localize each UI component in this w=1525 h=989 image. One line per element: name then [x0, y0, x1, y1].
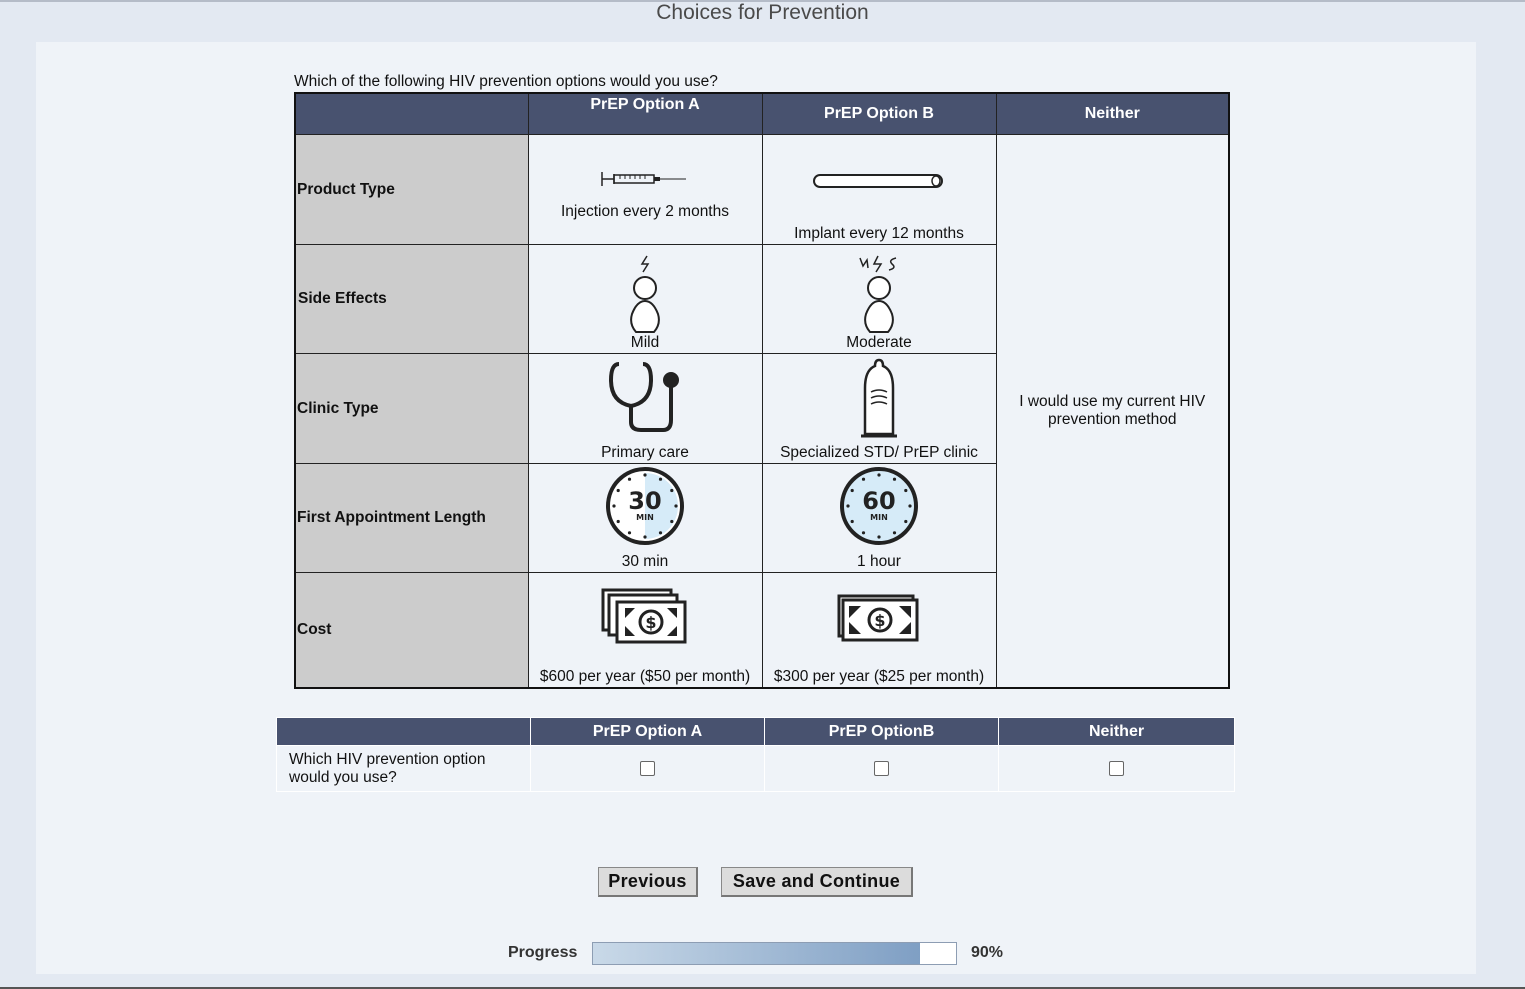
- neither-checkbox-cell: [999, 746, 1235, 792]
- clock-a-unit: MIN: [636, 513, 654, 522]
- progress-bar: [592, 942, 957, 965]
- condom-icon: [859, 358, 899, 442]
- option-a-checkbox-cell: [531, 746, 765, 792]
- choice-header-option-a: PrEP Option A: [528, 93, 762, 135]
- choice-header-row: [295, 93, 1229, 135]
- option-b-clinic-label: Specialized STD/ PrEP clinic: [780, 444, 978, 461]
- previous-button[interactable]: Previous: [598, 867, 698, 897]
- progress-percent: 90%: [971, 944, 1004, 961]
- svg-text:$: $: [874, 610, 886, 630]
- answer-question: Which HIV prevention option would you use?: [277, 746, 531, 792]
- attribute-label: Cost: [295, 573, 528, 688]
- option-b-checkbox-cell: [765, 746, 999, 792]
- option-a-product-type: [528, 135, 762, 245]
- page-title: Choices for Prevention: [656, 1, 869, 24]
- progress-label: Progress: [508, 944, 578, 961]
- option-b-cost: [762, 573, 996, 688]
- option-b-clinic-type: [762, 354, 996, 464]
- option-b-side-effects-label: Moderate: [846, 334, 912, 351]
- option-b-cost-label: $300 per year ($25 per month): [773, 667, 985, 685]
- attribute-label: First Appointment Length: [295, 464, 528, 573]
- save-and-continue-button[interactable]: Save and Continue: [721, 867, 913, 897]
- option-b-side-effects: [762, 245, 996, 354]
- implant-rod-icon: [812, 173, 946, 189]
- stethoscope-icon: [605, 358, 685, 436]
- option-a-appointment-label: 30 min: [621, 553, 669, 570]
- answer-row: [277, 746, 1235, 792]
- option-a-cost-label: $600 per year ($50 per month): [539, 667, 751, 685]
- person-mild-side-effect-icon: [625, 254, 665, 334]
- answer-table: [276, 717, 1235, 792]
- option-a-clinic-label: Primary care: [601, 444, 689, 461]
- option-a-side-effects: [528, 245, 762, 354]
- option-b-appointment-length: [762, 464, 996, 573]
- option-a-product-label: Injection every 2 months: [560, 203, 729, 220]
- clock-a-number: 30: [628, 487, 662, 515]
- option-a-cost: [528, 573, 762, 688]
- choice-header-blank: [295, 93, 528, 135]
- money-stack-icon: [601, 588, 689, 646]
- option-b-product-type: [762, 135, 996, 245]
- choice-header-neither: Neither: [996, 93, 1229, 135]
- svg-text:$: $: [645, 612, 657, 632]
- syringe-icon: [600, 169, 690, 189]
- option-a-appointment-length: [528, 464, 762, 573]
- answer-header-row: [277, 718, 1235, 746]
- person-moderate-side-effect-icon: [854, 254, 904, 334]
- attribute-label: Product Type: [295, 135, 528, 245]
- option-a-clinic-type: [528, 354, 762, 464]
- clock-30-min-icon: [604, 465, 686, 547]
- option-b-product-label: Implant every 12 months: [794, 225, 964, 242]
- progress-bar-fill: [593, 943, 920, 964]
- answer-header-option-b: PrEP OptionB: [765, 718, 999, 746]
- clock-b-number: 60: [862, 487, 896, 515]
- attribute-label: Clinic Type: [295, 354, 528, 464]
- choice-table: [294, 92, 1230, 689]
- option-b-checkbox[interactable]: [874, 761, 889, 776]
- neither-description: I would use my current HIV prevention method: [996, 135, 1229, 688]
- answer-header-blank: [277, 718, 531, 746]
- choice-question: Which of the following HIV prevention options would you use?: [294, 73, 718, 90]
- row-product-type: [295, 135, 1229, 245]
- money-bill-icon: [837, 594, 921, 644]
- neither-checkbox[interactable]: [1109, 761, 1124, 776]
- answer-header-option-a: PrEP Option A: [531, 718, 765, 746]
- option-b-appointment-label: 1 hour: [857, 553, 901, 570]
- answer-header-neither: Neither: [999, 718, 1235, 746]
- attribute-label: Side Effects: [295, 245, 528, 354]
- option-a-checkbox[interactable]: [640, 761, 655, 776]
- clock-b-unit: MIN: [870, 513, 888, 522]
- clock-60-min-icon: [838, 465, 920, 547]
- option-a-side-effects-label: Mild: [630, 334, 660, 351]
- choice-header-option-b: PrEP Option B: [762, 93, 996, 135]
